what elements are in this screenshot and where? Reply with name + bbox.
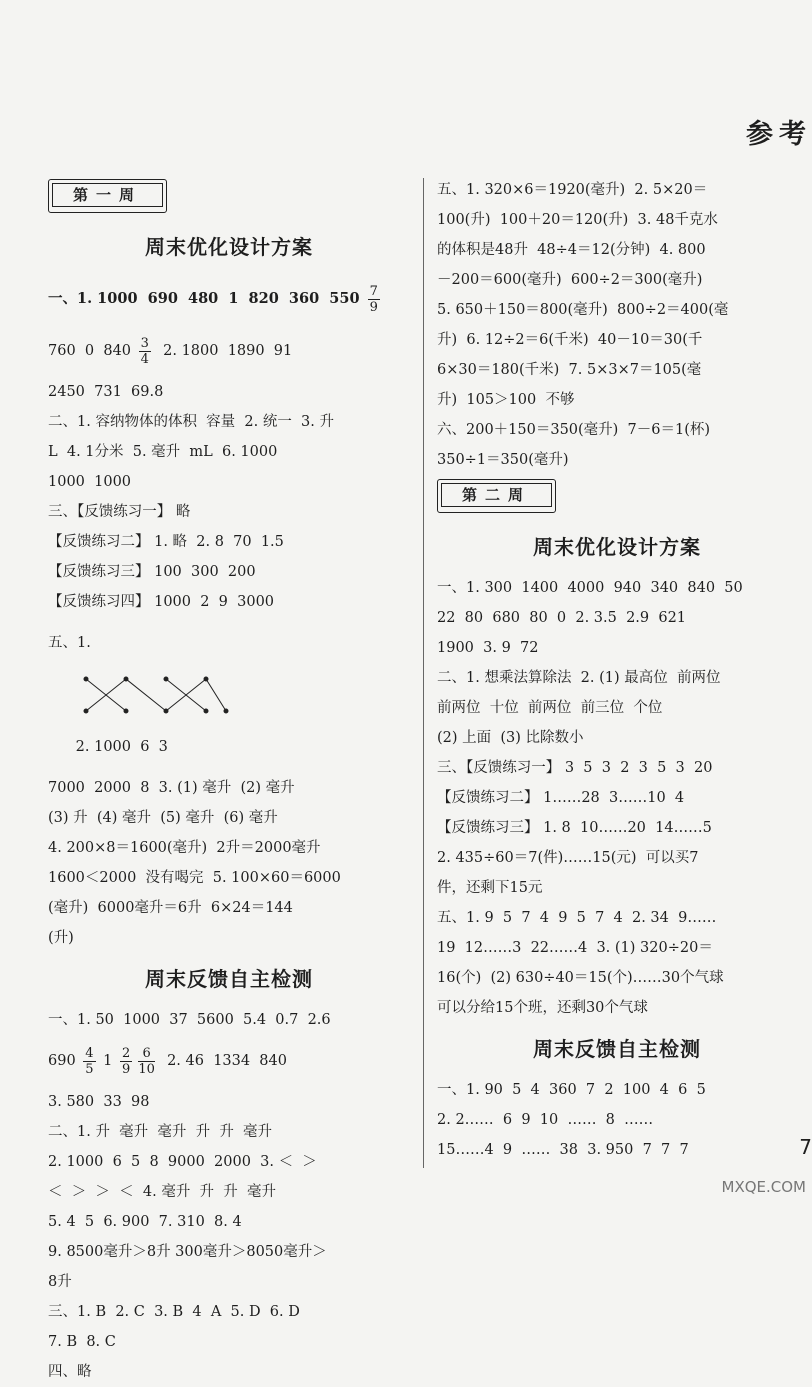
answer-line: 二、1. 容纳物体的体积 容量 2. 统一 3. 升 [48,414,334,430]
answer-line: 的体积是48升 48÷4＝12(分钟) 4. 800 [437,242,706,258]
answer-line: 7. B 8. C [48,1334,116,1350]
answer-line: (升) [48,930,74,946]
answer-line: 四、略 [48,1364,92,1380]
answer-line: 760 0 840 $\frac{3}{4}$ 2. 1800 1890 91 [48,335,293,367]
answer-line: 前两位 十位 前两位 前三位 个位 [437,700,663,716]
answer-line: 一、1. 300 1400 4000 940 340 840 50 [437,580,743,596]
answer-line: 【反馈练习四】 1000 2 9 3000 [48,594,275,610]
answer-line: 7000 2000 8 3. (1) 毫升 (2) 毫升 [48,780,295,796]
fraction: $\frac{2}{9}$ [122,1045,131,1077]
page-number: 7 [799,1135,812,1159]
answer-line: (3) 升 (4) 毫升 (5) 毫升 (6) 毫升 [48,810,278,826]
answer-line: 8升 [48,1274,72,1290]
week-badge-1: 第一周 [48,179,167,213]
section-title-test-1: 周末反馈自主检测 [145,967,313,991]
week-badge-2: 第二周 [437,479,556,513]
answer-line: 4. 200×8＝1600(毫升) 2升＝2000毫升 [48,840,321,856]
answer-line: 升) 6. 12÷2＝6(千米) 40－10＝30(千 [437,332,703,348]
answer-line: 5. 4 5 6. 900 7. 310 8. 4 [48,1214,242,1230]
answer-line: 9. 8500毫升＞8升 300毫升＞8050毫升＞ [48,1244,327,1260]
watermark: MXQE.COM [721,1178,806,1196]
answer-line: 五、1. 2. 1000 6 3 [48,617,410,773]
right-column [437,175,797,1165]
answer-line: 1600＜2000 没有喝完 5. 100×60＝6000 [48,870,341,886]
column-divider [423,178,424,1168]
answer-line: 六、200＋150＝350(毫升) 7－6＝1(杯) [437,422,711,438]
answer-line: 5. 650＋150＝800(毫升) 800÷2＝400(毫 [437,302,729,318]
answer-line: 【反馈练习三】 100 300 200 [48,564,256,580]
answer-line: ＜ ＞ ＞ ＜ 4. 毫升 升 升 毫升 [48,1184,276,1200]
answer-line: 100(升) 100＋20＝120(升) 3. 48千克水 [437,212,718,228]
answer-line: 1000 1000 [48,474,132,490]
answer-line: 690 $\frac{4}{5}$ 1 $\frac{2}{9}$ $\frac{6}{10}$ 2. 46 1334 840 [48,1045,287,1077]
answer-line: 3. 580 33 98 [48,1094,150,1110]
answer-line: 可以分给15个班，还剩30个气球 [437,1000,648,1016]
answer-line: 【反馈练习三】 1. 8 10……20 14……5 [437,820,712,836]
answer-line: 三、【反馈练习一】 略 [48,504,191,520]
fraction: $\frac{6}{10}$ [138,1045,155,1077]
corner-heading: 参考 [746,119,812,150]
answer-line: 三、【反馈练习一】 3 5 3 2 3 5 3 20 [437,760,713,776]
answer-line: 二、1. 升 毫升 毫升 升 升 毫升 [48,1124,273,1140]
answer-line: 2. 1000 6 5 8 9000 2000 3. ＜ ＞ [48,1154,317,1170]
answer-line: (毫升) 6000毫升＝6升 6×24＝144 [48,900,293,916]
answer-line: 2. 435÷60＝7(件)……15(元) 可以买7 [437,850,699,866]
answer-line: 三、1. B 2. C 3. B 4 A 5. D 6. D [48,1304,300,1320]
answer-line: 一、1. 50 1000 37 5600 5.4 0.7 2.6 [48,1012,331,1028]
answer-line: 19 12……3 22……4 3. (1) 320÷20＝ [437,940,713,956]
answer-line: 二、1. 想乘法算除法 2. (1) 最高位 前两位 [437,670,721,686]
answer-line: 【反馈练习二】 1……28 3……10 4 [437,790,685,806]
answer-line: (2) 上面 (3) 比除数小 [437,730,584,746]
section-title-plan-1: 周末优化设计方案 [145,235,313,259]
answer-line: 五、1. 320×6＝1920(毫升) 2. 5×20＝ [437,182,708,198]
answer-line: 15……4 9 …… 38 3. 950 7 7 7 [437,1142,689,1158]
answer-line: 2. 2…… 6 9 10 …… 8 …… [437,1112,654,1128]
fraction: $\frac{4}{5}$ [85,1045,94,1077]
answer-line: 五、1. 9 5 7 4 9 5 7 4 2. 34 9…… [437,910,717,926]
fraction: $\frac{7}{9}$ [369,283,378,315]
left-column [48,175,410,1387]
answer-line: 6×30＝180(千米) 7. 5×3×7＝105(毫 [437,362,702,378]
answer-line: 一、1. 1000 690 480 1 820 360 550 $\frac{7}{9}$ [48,283,378,315]
answer-line: 22 80 680 80 0 2. 3.5 2.9 621 [437,610,687,626]
answer-line: 一、1. 90 5 4 360 7 2 100 4 6 5 [437,1082,706,1098]
answer-line: 件，还剩下15元 [437,880,543,896]
section-title-test-2: 周末反馈自主检测 [533,1037,701,1061]
answer-line: L 4. 1分米 5. 毫升 mL 6. 1000 [48,444,278,460]
section-title-plan-2: 周末优化设计方案 [533,535,701,559]
answer-line: 1900 3. 9 72 [437,640,539,656]
answer-line: 16(个) (2) 630÷40＝15(个)……30个气球 [437,970,724,986]
answer-line: 升) 105＞100 不够 [437,392,575,408]
matching-lines-diagram [76,673,236,717]
answer-line: －200＝600(毫升) 600÷2＝300(毫升) [437,272,703,288]
answer-line: 2450 731 69.8 [48,384,164,400]
answer-line: 【反馈练习二】 1. 略 2. 8 70 1.5 [48,534,284,550]
fraction: $\frac{3}{4}$ [140,335,149,367]
answer-line: 350÷1＝350(毫升) [437,452,569,468]
